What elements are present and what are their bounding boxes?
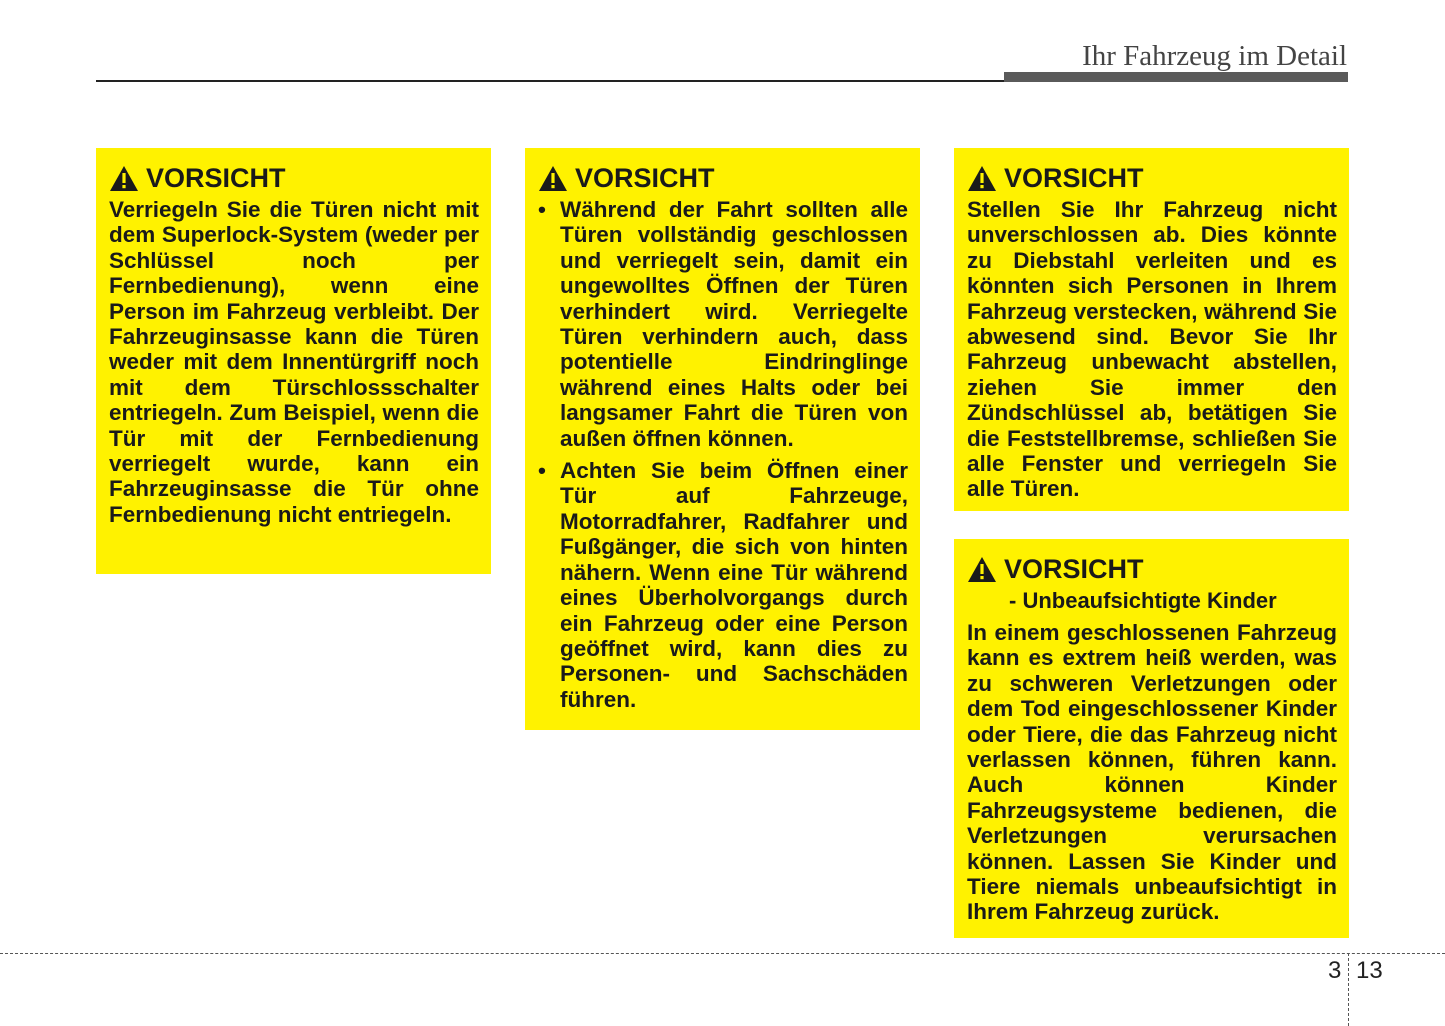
- warning-triangle-icon: [538, 165, 568, 192]
- caution-box-unattended-children: [954, 539, 1349, 938]
- footer-dashed-divider: [1348, 953, 1349, 1026]
- caution-box-superlock: [96, 148, 491, 574]
- caution-box-title: [538, 162, 908, 194]
- caution-box-unlocked-vehicle: [954, 148, 1349, 511]
- header-title: Ihr Fahrzeug im Detail: [1082, 40, 1347, 72]
- caution-title-label: VORSICHT: [1004, 554, 1144, 584]
- caution-box-doors-driving: [525, 148, 920, 730]
- header-accent-bar: [1004, 72, 1348, 82]
- caution-bullet-list: [538, 197, 908, 712]
- list-item: • Achten Sie beim Öffnen einer Tür auf Fahrzeuge, Motorradfahrer, Radfahrer und Fußgänger, die sich von hinten nähern. Wenn eine Tür während eines Überholvorgangs durch ein Fahrzeug oder eine Person geöffnet wird, kann dies zu Personen- und Sachschäden führen.: [538, 458, 908, 712]
- caution-box-title: [967, 553, 1337, 585]
- warning-triangle-icon: [967, 556, 997, 583]
- caution-title-label: VORSICHT: [146, 163, 286, 193]
- caution-text: Stellen Sie Ihr Fahrzeug nicht unverschlossen ab. Dies könnte zu Diebstahl verleiten und es könnten sich Personen in Ihrem Fahrzeug verstecken, während Sie abwesend sind. Bevor Sie Ihr Fahrzeug unbewacht abstellen, ziehen Sie immer den Zündschlüssel ab, betätigen Sie die Feststellbremse, schließen Sie alle Fenster und verriegeln Sie alle Türen.: [967, 197, 1337, 502]
- warning-triangle-icon: [967, 165, 997, 192]
- footer-dashed-rule: [0, 953, 1445, 954]
- page-number: 13: [1356, 957, 1383, 984]
- warning-triangle-icon: [109, 165, 139, 192]
- caution-title-label: VORSICHT: [1004, 163, 1144, 193]
- list-item: • Während der Fahrt sollten alle Türen vollständig geschlossen und verriegelt sein, damit ein ungewolltes Öffnen der Türen verhindert wird. Verriegelte Türen verhindern auch, dass potentielle Eindringlinge während eines Halts oder bei langsamer Fahrt die Türen von außen öffnen können.: [538, 197, 908, 451]
- caution-text: Verriegeln Sie die Türen nicht mit dem Superlock-System (weder per Schlüssel noch per Fernbedienung), wenn eine Person im Fahrzeug verbleibt. Der Fahrzeuginsasse kann die Türen weder mit dem Innentürgriff noch mit dem Türschlossschalter entriegeln. Zum Beispiel, wenn die Tür mit der Fernbedienung verriegelt wurde, kann ein Fahrzeuginsasse die Tür ohne Fernbedienung nicht entriegeln.: [109, 197, 479, 527]
- caution-box-title: [967, 162, 1337, 194]
- caution-subtitle: - Unbeaufsichtigte Kinder: [1009, 588, 1277, 613]
- header-rule: [96, 80, 1004, 82]
- caution-text: In einem geschlossenen Fahrzeug kann es extrem heiß werden, was zu schweren Verletzungen oder dem Tod eingeschlossener Kinder oder Tiere, die das Fahrzeug nicht verlassen können, führen kann. Auch können Kinder Fahrzeugsysteme bedienen, die Verletzungen verursachen können. Lassen Sie Kinder und Tiere niemals unbeaufsichtigt in Ihrem Fahrzeug zurück.: [967, 620, 1337, 925]
- caution-title-label: VORSICHT: [575, 163, 715, 193]
- section-number: 3: [1328, 957, 1342, 984]
- caution-box-title: [109, 162, 479, 194]
